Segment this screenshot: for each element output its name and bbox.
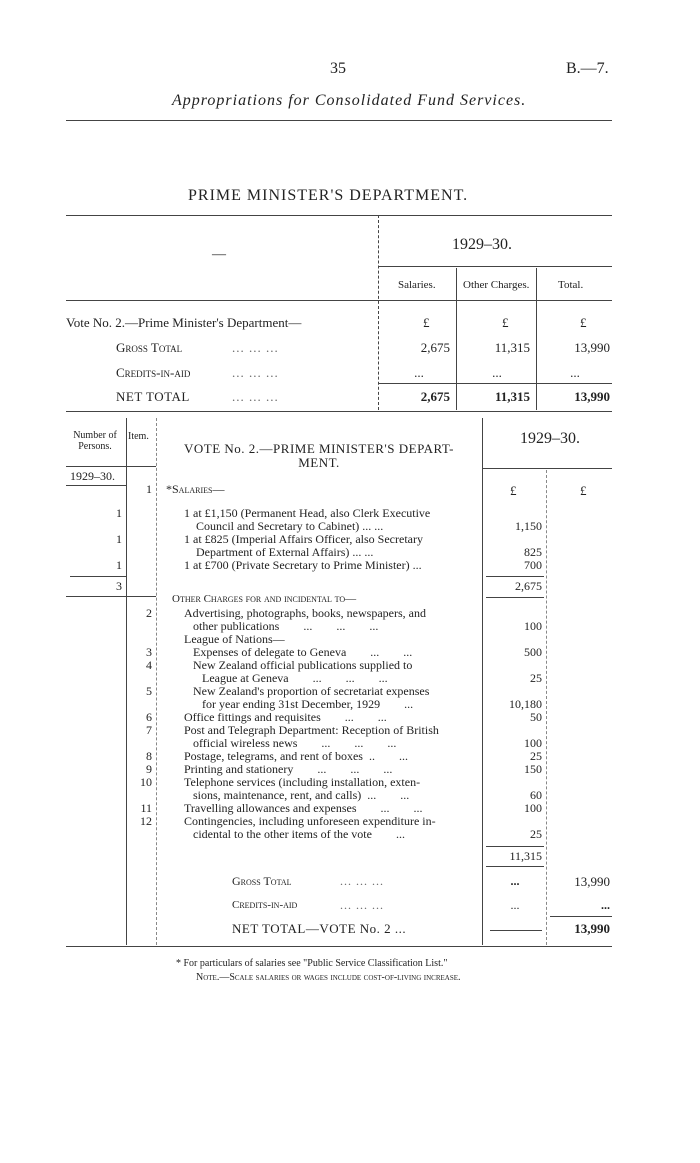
other-charge-description: for year ending 31st December, 1929 ...: [184, 697, 414, 711]
page-subtitle: Appropriations for Consolidated Fund Services.: [172, 92, 527, 109]
other-charge-item-number: 3: [146, 645, 152, 659]
other-charge-item-number: 5: [146, 684, 152, 698]
other-charges-heading: Other Charges for and incidental to—: [172, 593, 357, 605]
detail-vote-title: VOTE No. 2.—PRIME MINISTER'S DEPART-: [184, 441, 454, 456]
salaries-item-number: 1: [146, 482, 152, 496]
footnote-salaries: * For particulars of salaries see "Public Service Classification List.": [176, 958, 448, 969]
summary-net-other: 11,315: [494, 389, 530, 404]
other-charge-description: Travelling allowances and expenses ... ...: [184, 801, 423, 815]
salary-line: 1 at £700 (Private Secretary to Prime Minister) ...: [184, 558, 422, 572]
detail-gross-total: 13,990: [574, 874, 610, 889]
other-charge-amount: 25: [530, 671, 542, 685]
col-number-of-persons-header: Number of Persons.: [73, 430, 117, 452]
other-charge-item-number: 9: [146, 762, 152, 776]
summary-year: 1929–30.: [452, 236, 512, 253]
other-charge-amount: 100: [524, 801, 542, 815]
other-charge-description: other publications ... ... ...: [184, 619, 379, 633]
detail-credits-label: Credits-in-aid: [232, 899, 298, 911]
leader-dots: ... ... ...: [340, 874, 384, 888]
other-charge-item-number: 12: [140, 814, 152, 828]
currency-symbol: £: [502, 315, 509, 330]
summary-dash: —: [212, 247, 226, 262]
summary-gross-other: 11,315: [494, 340, 530, 355]
other-charge-description: Printing and stationery ... ... ...: [184, 762, 393, 776]
salary-persons: 1: [116, 532, 122, 546]
col-item-header: Item.: [128, 431, 149, 442]
persons-total: 3: [116, 579, 122, 593]
detail-gross-label: Gross Total: [232, 874, 292, 888]
leader-dots: ... ... ...: [232, 340, 279, 355]
document-reference: B.—7.: [566, 60, 609, 77]
summary-net-label: NET TOTAL: [116, 389, 190, 404]
summary-gross-label: Gross Total: [116, 340, 183, 355]
other-charge-description: Office fittings and requisites ... ...: [184, 710, 387, 724]
other-charge-item-number: 10: [140, 775, 152, 789]
detail-net-label: NET TOTAL—VOTE No. 2 ...: [232, 921, 407, 936]
salary-amount: 825: [524, 545, 542, 559]
detail-credits-total: ...: [601, 898, 610, 912]
other-charge-description: New Zealand's proportion of secretariat expenses: [184, 684, 430, 698]
detail-gross-mid: ...: [510, 874, 520, 888]
other-charge-item-number: 7: [146, 723, 152, 737]
salary-amount: 1,150: [515, 519, 542, 533]
persons-year: 1929–30.: [70, 469, 115, 483]
summary-gross-salaries: 2,675: [420, 340, 450, 355]
other-charge-amount: 150: [524, 762, 542, 776]
summary-net-salaries: 2,675: [420, 389, 450, 404]
summary-net-total: 13,990: [574, 389, 610, 404]
leader-dots: ... ... ...: [232, 365, 279, 380]
detail-net-total: 13,990: [574, 921, 610, 936]
other-charge-description: Post and Telegraph Department: Reception of British: [184, 723, 439, 737]
header-rule: [66, 120, 612, 121]
salary-line: 1 at £1,150 (Permanent Head, also Clerk Executive: [184, 506, 431, 520]
summary-credits-other: ...: [492, 365, 502, 380]
salary-persons: 1: [116, 558, 122, 572]
other-charge-description: Postage, telegrams, and rent of boxes .. ...: [184, 749, 408, 763]
other-charge-amount: 10,180: [509, 697, 542, 711]
salary-line: Department of External Affairs) ... ...: [196, 545, 374, 559]
other-charge-description: cidental to the other items of the vote ...: [184, 827, 405, 841]
leader-dots: ... ... ...: [340, 898, 384, 912]
other-charge-item-number: 4: [146, 658, 152, 672]
currency-symbol: £: [580, 315, 587, 330]
summary-credits-total: ...: [570, 365, 580, 380]
other-charge-description: Advertising, photographs, books, newspapers, and: [184, 606, 426, 620]
other-charge-item-number: 2: [146, 606, 152, 620]
page-number: 35: [330, 60, 346, 77]
detail-year: 1929–30.: [520, 430, 580, 447]
summary-vote-label: Vote No. 2.—Prime Minister's Department—: [66, 315, 302, 330]
salary-line: 1 at £825 (Imperial Affairs Officer, also Secretary: [184, 532, 423, 546]
other-charge-description: League of Nations—: [184, 632, 285, 646]
currency-symbol: £: [580, 483, 587, 498]
salaries-heading: *Salaries—: [166, 482, 225, 496]
currency-symbol: £: [423, 315, 430, 330]
currency-symbol: £: [510, 483, 517, 498]
other-charge-amount: 60: [530, 788, 542, 802]
salaries-total: 2,675: [515, 579, 542, 593]
detail-credits-mid: ...: [510, 898, 520, 912]
other-charge-amount: 50: [530, 710, 542, 724]
salary-amount: 700: [524, 558, 542, 572]
col-total-header: Total.: [558, 279, 584, 291]
other-charge-description: official wireless news ... ... ...: [184, 736, 397, 750]
leader-dots: ... ... ...: [232, 389, 279, 404]
footnote-note: Note.—Scale salaries or wages include cost-of-living increase.: [196, 972, 461, 983]
other-charge-item-number: 8: [146, 749, 152, 763]
col-other-charges-header: Other Charges.: [463, 279, 530, 291]
other-charge-amount: 500: [524, 645, 542, 659]
other-charge-amount: 100: [524, 619, 542, 633]
salary-line: Council and Secretary to Cabinet) ... ...: [196, 519, 384, 533]
other-charge-description: Contingencies, including unforeseen expenditure in-: [184, 814, 436, 828]
other-charge-amount: 25: [530, 749, 542, 763]
other-charge-description: New Zealand official publications supplied to: [184, 658, 413, 672]
summary-credits-salaries: ...: [414, 365, 424, 380]
other-charge-item-number: 11: [140, 801, 152, 815]
other-charge-amount: 100: [524, 736, 542, 750]
other-charges-total: 11,315: [509, 849, 542, 863]
other-charge-description: Expenses of delegate to Geneva ... ...: [184, 645, 413, 659]
other-charge-description: sions, maintenance, rent, and calls) ... ...: [184, 788, 410, 802]
other-charge-description: Telephone services (including installation, exten-: [184, 775, 421, 789]
other-charge-description: League at Geneva ... ... ...: [184, 671, 388, 685]
salary-persons: 1: [116, 506, 122, 520]
other-charge-amount: 25: [530, 827, 542, 841]
summary-credits-label: Credits-in-aid: [116, 365, 191, 380]
department-title: PRIME MINISTER'S DEPARTMENT.: [188, 187, 469, 204]
summary-gross-total: 13,990: [574, 340, 610, 355]
detail-vote-title-cont: MENT.: [298, 455, 340, 470]
col-salaries-header: Salaries.: [398, 279, 436, 291]
other-charge-item-number: 6: [146, 710, 152, 724]
